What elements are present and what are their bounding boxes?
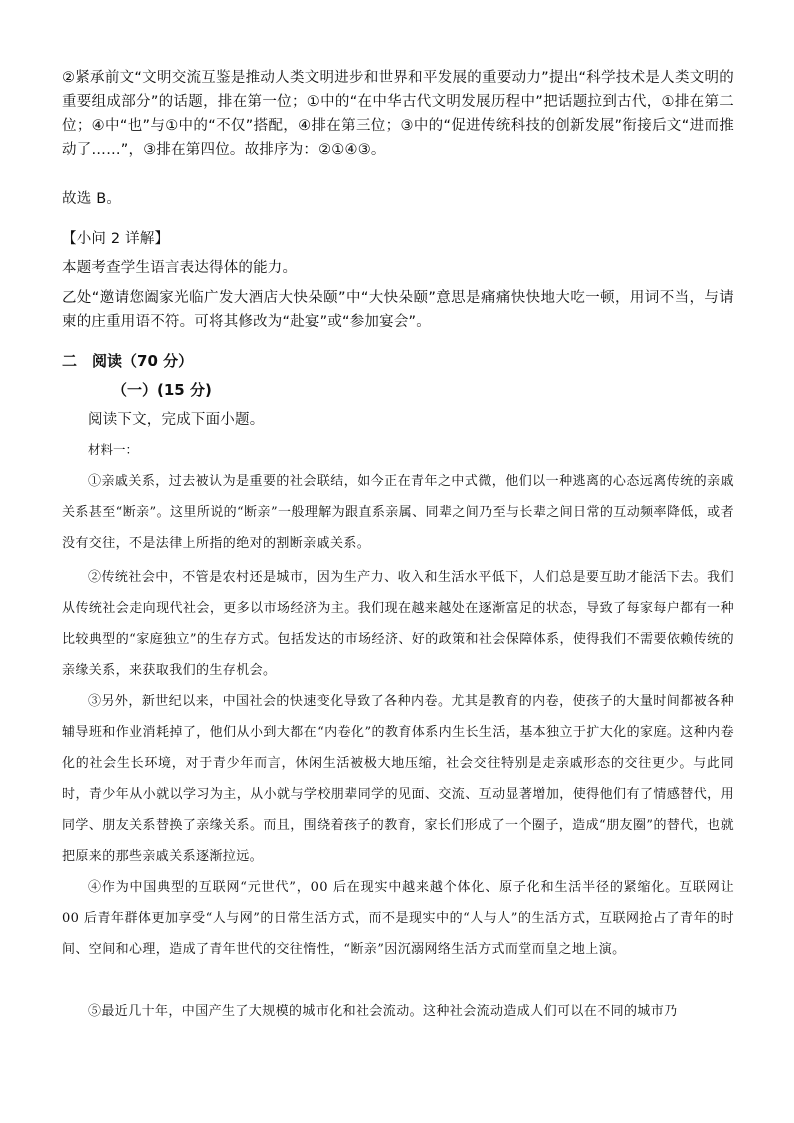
reading-instruction: 阅读下文，完成下面小题。 [88,412,265,428]
answer-paragraph-ordering: ②紧承前文“文明交流互鉴是推动人类文明进步和世界和平发展的重要动力”提出“科学技术是人类文明的重要组成部分”的话题，排在第一位；①中的“在中华古代文明发展历程中”把话题拉到古代，①排在第二位；④中“也”与①中的“不仅”搭配，④排在第三位；③中的“促进传统科技的创新发展”衔接后文“进而推动了……”，③排在第四位。故排序为：②①④③。 [62,70,734,158]
sub-question-2-heading: 【小问 2 详解】 [62,231,170,247]
material-paragraph-1: ①亲戚关系，过去被认为是重要的社会联结，如今正在青年之中式微，他们以一种逃离的心态远离传统的亲戚关系甚至“断亲”。这里所说的“断亲”一般理解为跟直系亲属、同辈之间乃至与长辈之间日常的互动频率降低，或者没有交往，不是法律上所指的绝对的割断亲戚关系。 [62,474,734,551]
answer-paragraph-ability: 本题考查学生语言表达得体的能力。 [62,260,298,276]
answer-choice: 故选 B。 [62,191,122,207]
material-paragraph-5: ⑤最近几十年，中国产生了大规模的城市化和社会流动。这种社会流动造成人们可以在不同的城市乃 [88,1004,678,1019]
answer-paragraph-revision: 乙处“邀请您阖家光临广发大酒店大快朵颐”中“大快朵颐”意思是痛痛快快地大吃一顿，用词不当，与请柬的庄重用语不符。可将其修改为“赴宴”或“参加宴会”。 [62,290,734,330]
material-paragraph-2: ②传统社会中，不管是农村还是城市，因为生产力、收入和生活水平低下，人们总是要互助才能活下去。我们从传统社会走向现代社会，更多以市场经济为主。我们现在越来越处在逐渐富足的状态，导致了每家每户都有一种比较典型的“家庭独立”的生存方式。包括发达的市场经济、好的政策和社会保障体系，使得我们不需要依赖传统的亲缘关系，来获取我们的生存机会。 [62,570,734,678]
section-title: 二 阅读（70 分） [62,352,194,370]
material-label: 材料一： [88,442,139,457]
material-paragraph-3: ③另外，新世纪以来，中国社会的快速变化导致了各种内卷。尤其是教育的内卷，使孩子的大量时间都被各种辅导班和作业消耗掉了，他们从小到大都在“内卷化”的教育体系内生长生活，基本独立于扩大化的家庭。这种内卷化的社会生长环境，对于青少年而言，休闲生活被极大地压缩，社会交往特别是走亲戚形态的交往更少。与此同时，青少年从小就以学习为主，从小就与学校朋辈同学的见面、交流、互动显著增加，使得他们有了情感替代，用同学、朋友关系替换了亲缘关系。而且，围绕着孩子的教育，家长们形成了一个圈子，造成“朋友圈”的替代，也就把原来的那些亲戚关系逐渐拉远。 [62,694,734,864]
material-paragraph-4: ④作为中国典型的互联网“元世代”，00 后在现实中越来越个体化、原子化和生活半径的紧缩化。互联网让 00 后青年群体更加享受“人与网”的日常生活方式，而不是现实中的“人与人”的生活方式，互联网抢占了青年的时间、空间和心理，造成了青年世代的交往惰性，“断亲”因沉溺网络生活方式而堂而皇之地上演。 [62,880,734,957]
section-subtitle: （一）(15 分) [112,381,212,399]
